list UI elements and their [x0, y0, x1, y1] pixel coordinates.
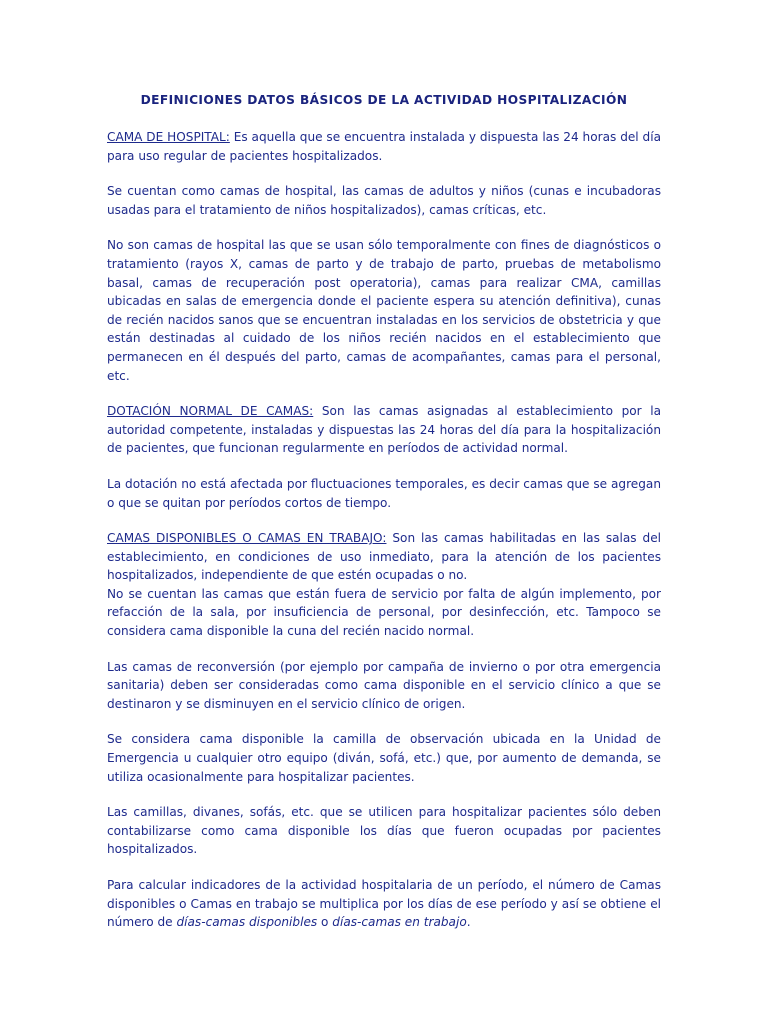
term-cama-de-hospital: CAMA DE HOSPITAL: — [107, 130, 230, 144]
paragraph-camas-disponibles — [107, 529, 661, 585]
paragraph-text: No se cuentan las camas que están fuera de servicio por falta de algún implemento, por refacción de la sala, por insuficiencia de personal, por desinfección, etc. Tampoco se considera cama disponible la cuna del recién nacido normal. — [107, 586, 661, 639]
paragraph-text: Las camas de reconversión (por ejemplo por campaña de invierno o por otra emergencia sanitaria) deben ser consideradas como cama disponible en el servicio clínico a que se destinaron y se disminuyen en el servicio clínico de origen. — [107, 659, 661, 711]
emphasis-dias-camas-disponibles: días-camas disponibles — [176, 915, 318, 930]
paragraph-calculo-indicadores — [107, 876, 661, 932]
paragraph-text: La dotación no está afectada por fluctuaciones temporales, es decir camas que se agregan o que se quitan por períodos cortos de tiempo. — [107, 476, 661, 510]
document-title: DEFINICIONES DATOS BÁSICOS DE LA ACTIVIDAD HOSPITALIZACIÓN — [140, 93, 628, 107]
paragraph-text: Las camillas, divanes, sofás, etc. que se utilicen para hospitalizar pacientes sólo deben contabilizarse como cama disponible los días que fueron ocupadas por pacientes hospitalizados. — [107, 805, 661, 857]
document-body — [107, 128, 661, 949]
paragraph-text: Se cuentan como camas de hospital, las camas de adultos y niños (cunas e incubadoras usadas para el tratamiento de niños hospitalizados), camas críticas, etc. — [107, 184, 661, 217]
term-camas-disponibles: CAMAS DISPONIBLES O CAMAS EN TRABAJO: — [107, 531, 387, 546]
emphasis-dias-camas-en-trabajo: días-camas en trabajo — [332, 915, 467, 930]
paragraph-text-part: . — [466, 915, 471, 930]
paragraph-text-part: o — [317, 915, 333, 930]
paragraph-cama-de-hospital — [107, 128, 661, 165]
paragraph-dotacion-normal — [107, 402, 661, 458]
paragraph-text-part: Para calcular indicadores de la actividad hospitalaria de un período, el número de Camas disponibles o Camas en trabajo se multiplica por los días de ese período y así se obtiene el número de — [107, 878, 661, 930]
definition-text: Son las camas asignadas al establecimiento por la autoridad competente, instaladas y dispuestas las 24 horas del día para la hospitalización de pacientes, que funcionan regularmente en períodos de actividad normal. — [107, 404, 661, 456]
paragraph-text: No son camas de hospital las que se usan sólo temporalmente con fines de diagnósticos o tratamiento (rayos X, camas de parto y de trabajo de parto, pruebas de metabolismo basal, camas de recuperación post operatoria), camas para realizar CMA, camillas ubicadas en salas de emergencia donde el paciente espera su atención definitiva), cunas de recién nacidos sanos que se encuentran instaladas en los servicios de obstetricia y que están destinadas al cuidado de los niños recién nacidos en el establecimiento que permanecen en él después del parto, camas de acompañantes, camas para el personal, etc. — [107, 238, 661, 383]
definition-text: Son las camas habilitadas en las salas del establecimiento, en condiciones de uso inmediato, para la atención de los pacientes hospitalizados, independiente de que estén ocupadas o no. — [107, 531, 661, 583]
paragraph-text: Se considera cama disponible la camilla de observación ubicada en la Unidad de Emergencia u cualquier otro equipo (diván, sofá, etc.) que, por aumento de demanda, se utiliza ocasionalmente para hospitalizar pacientes. — [107, 732, 661, 784]
term-dotacion-normal-de-camas: DOTACIÓN NORMAL DE CAMAS: — [107, 404, 314, 419]
definition-text: Es aquella que se encuentra instalada y dispuesta las 24 horas del día para uso regular de pacientes hospitalizados. — [107, 130, 662, 163]
